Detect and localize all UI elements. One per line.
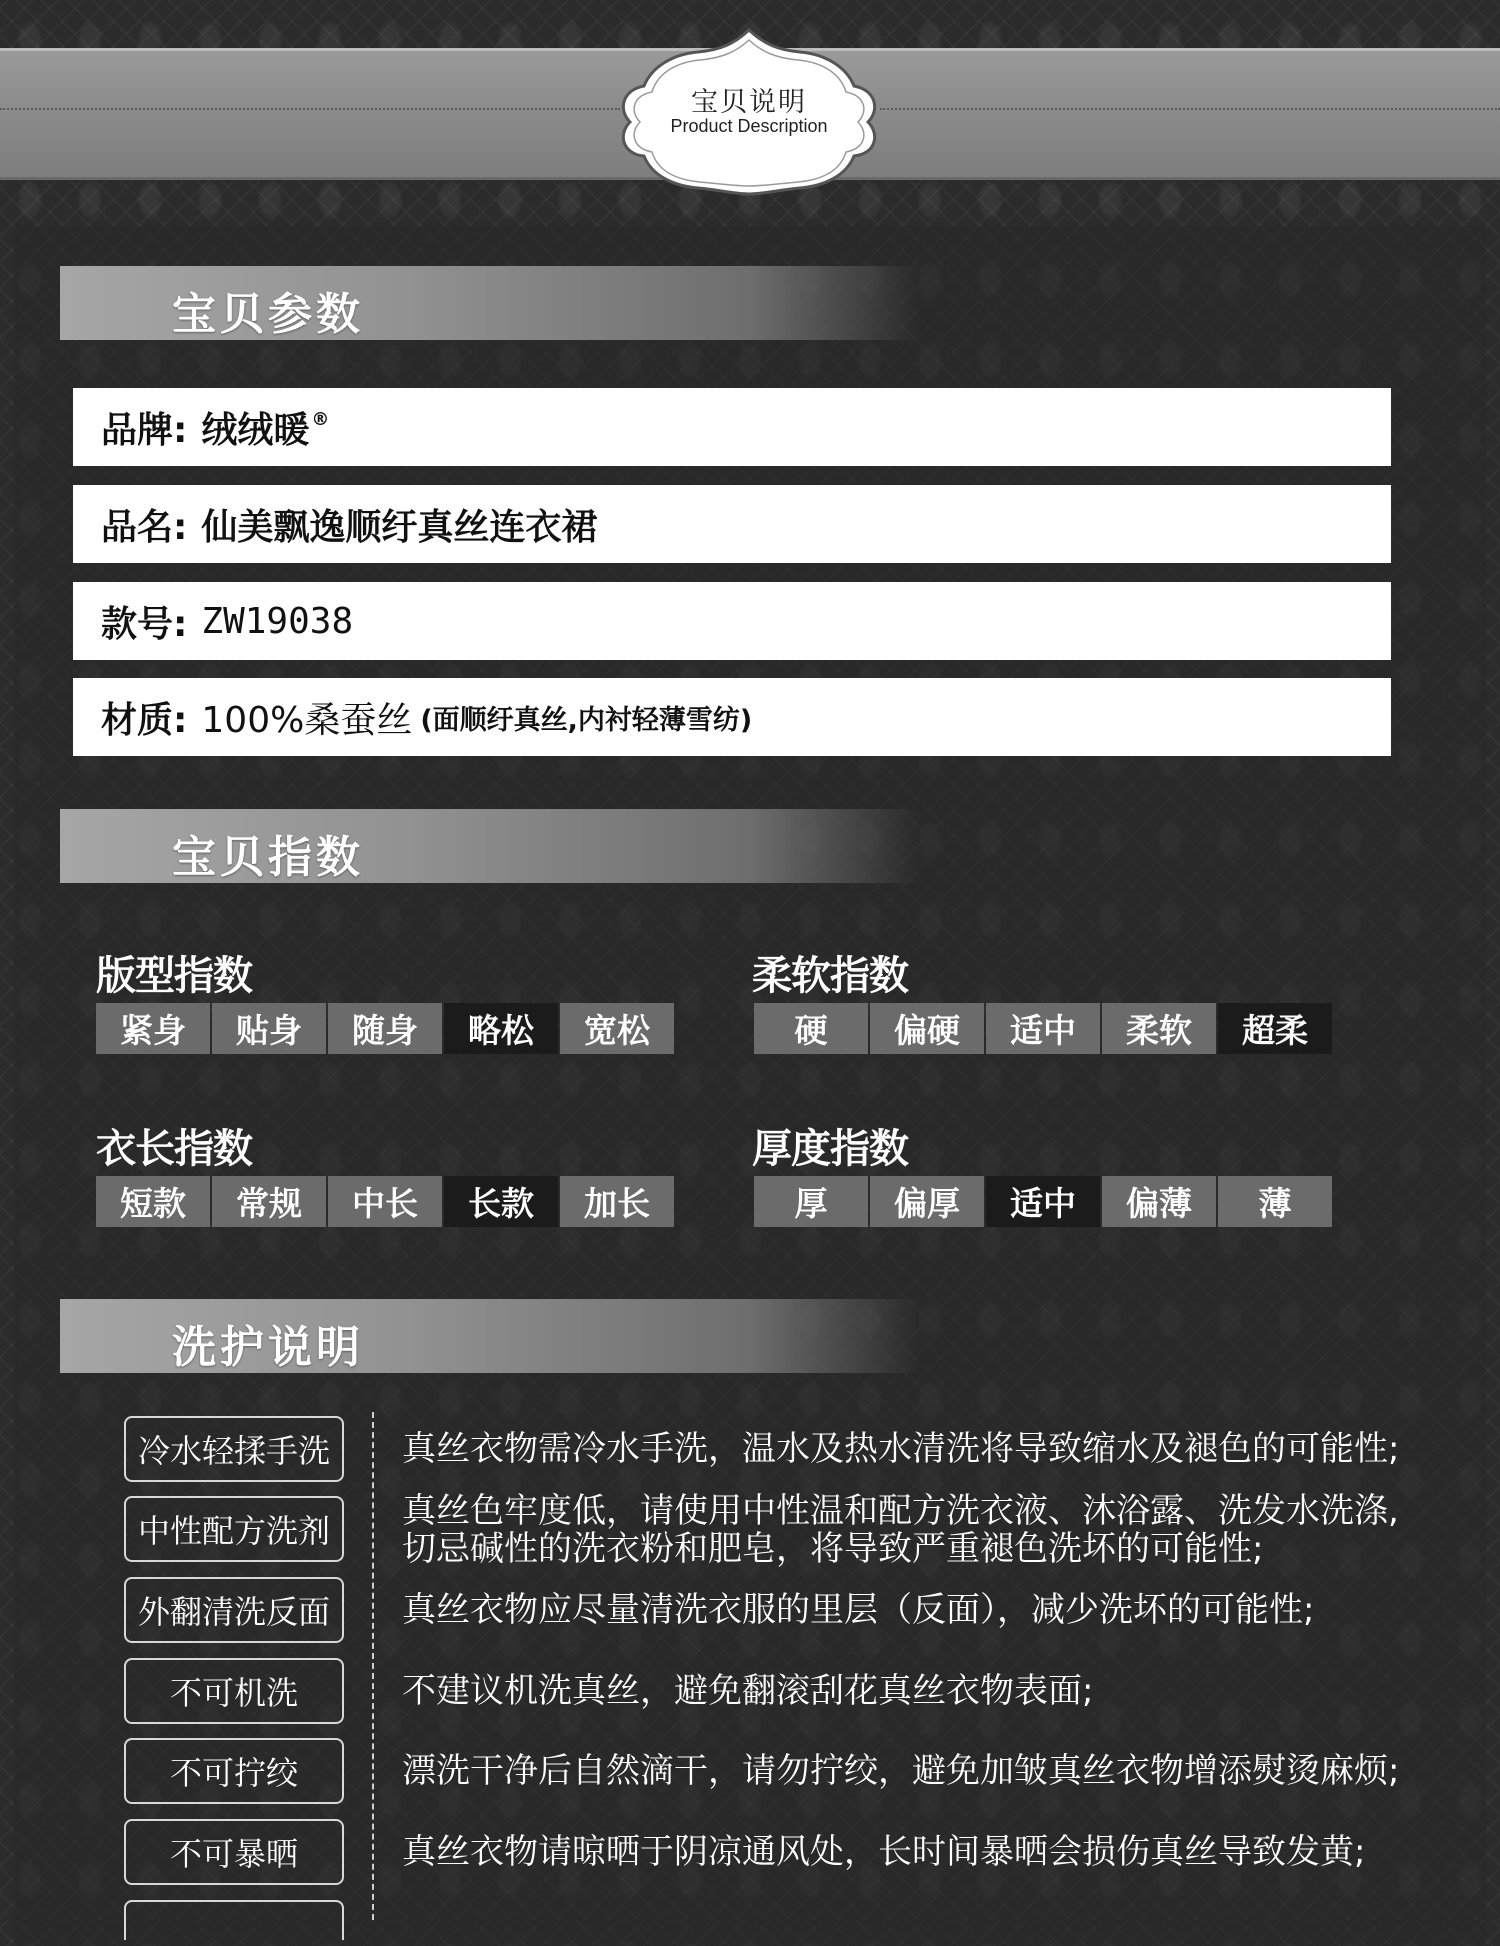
section-header-care bbox=[60, 1299, 920, 1373]
care-desc-no-sun: 真丝衣物请晾晒于阴凉通风处，长时间暴晒会损伤真丝导致发黄; bbox=[402, 1832, 1366, 1872]
index-option-thickness-5: 薄 bbox=[1218, 1176, 1332, 1227]
care-divider bbox=[372, 1412, 374, 1920]
index-option-softness-4: 柔软 bbox=[1102, 1003, 1216, 1054]
section-header-indices bbox=[60, 809, 920, 883]
index-option-fit-2: 贴身 bbox=[212, 1003, 326, 1054]
care-desc-no-wring: 漂洗干净后自然滴干，请勿拧绞，避免加皱真丝衣物增添熨烫麻烦; bbox=[402, 1751, 1400, 1791]
param-key-brand: 品牌: bbox=[101, 409, 188, 451]
care-tag-no-machine: 不可机洗 bbox=[124, 1658, 344, 1724]
section-header-params bbox=[60, 266, 920, 340]
index-title-fit: 版型指数 bbox=[96, 953, 252, 999]
param-value-brand: 绒绒暖 bbox=[201, 409, 310, 451]
index-option-fit-3: 随身 bbox=[328, 1003, 442, 1054]
param-key-name: 品名: bbox=[101, 506, 188, 548]
index-option-length-5: 加长 bbox=[560, 1176, 674, 1227]
care-tag-no-sun: 不可暴晒 bbox=[124, 1819, 344, 1885]
index-title-softness: 柔软指数 bbox=[752, 953, 908, 999]
care-desc-neutral-detergent-1: 真丝色牢度低，请使用中性温和配方洗衣液、沐浴露、洗发水洗涤, bbox=[402, 1491, 1399, 1531]
index-row-softness bbox=[754, 1003, 1334, 1054]
index-option-softness-5: 超柔 bbox=[1218, 1003, 1332, 1054]
index-row-fit bbox=[96, 1003, 676, 1054]
index-option-fit-5: 宽松 bbox=[560, 1003, 674, 1054]
ornament-line-left bbox=[0, 108, 620, 110]
index-option-softness-2: 偏硬 bbox=[870, 1003, 984, 1054]
index-option-length-2: 常规 bbox=[212, 1176, 326, 1227]
index-option-fit-4: 略松 bbox=[444, 1003, 558, 1054]
param-key-material: 材质: bbox=[101, 699, 188, 741]
param-row-brand bbox=[73, 388, 1391, 466]
ornament-line-right bbox=[880, 108, 1500, 110]
param-key-model: 款号: bbox=[101, 603, 188, 645]
care-desc-neutral-detergent-2: 切忌碱性的洗衣粉和肥皂，将导致严重褪色洗坏的可能性; bbox=[402, 1529, 1264, 1569]
care-tag-neutral-detergent: 中性配方洗剂 bbox=[124, 1496, 344, 1562]
index-option-thickness-4: 偏薄 bbox=[1102, 1176, 1216, 1227]
param-row-model bbox=[73, 582, 1391, 660]
banner-subtitle: Product Description bbox=[670, 116, 828, 136]
index-option-length-1: 短款 bbox=[96, 1176, 210, 1227]
index-option-softness-3: 适中 bbox=[986, 1003, 1100, 1054]
param-row-name bbox=[73, 485, 1391, 563]
index-option-length-3: 中长 bbox=[328, 1176, 442, 1227]
index-option-length-4: 长款 bbox=[444, 1176, 558, 1227]
care-desc-no-machine: 不建议机洗真丝，避免翻滚刮花真丝衣物表面; bbox=[402, 1671, 1094, 1711]
care-tag-inside-out: 外翻清洗反面 bbox=[124, 1577, 344, 1643]
index-title-length: 衣长指数 bbox=[96, 1126, 252, 1172]
param-value-model: ZW19038 bbox=[201, 600, 354, 642]
care-desc-cold-wash: 真丝衣物需冷水手洗，温水及热水清洗将导致缩水及褪色的可能性; bbox=[402, 1429, 1400, 1469]
care-desc-inside-out: 真丝衣物应尽量清洗衣服的里层（反面），减少洗坏的可能性; bbox=[402, 1590, 1315, 1630]
registered-mark: ® bbox=[311, 408, 330, 430]
banner-title: 宝贝说明 bbox=[691, 87, 807, 118]
index-title-thickness: 厚度指数 bbox=[752, 1126, 908, 1172]
section-title-indices: 宝贝指数 bbox=[172, 832, 364, 883]
care-tag-partial bbox=[124, 1900, 344, 1940]
section-title-params: 宝贝参数 bbox=[172, 289, 364, 340]
param-note-material: (面顺纡真丝,内衬轻薄雪纺) bbox=[420, 704, 753, 736]
index-option-thickness-1: 厚 bbox=[754, 1176, 868, 1227]
care-tag-no-wring: 不可拧绞 bbox=[124, 1738, 344, 1804]
param-value-name: 仙美飘逸顺纡真丝连衣裙 bbox=[201, 506, 598, 548]
index-row-length bbox=[96, 1176, 676, 1227]
index-option-thickness-2: 偏厚 bbox=[870, 1176, 984, 1227]
index-option-softness-1: 硬 bbox=[754, 1003, 868, 1054]
param-row-material bbox=[73, 678, 1391, 756]
care-tag-cold-wash: 冷水轻揉手洗 bbox=[124, 1416, 344, 1482]
title-badge bbox=[618, 26, 880, 196]
param-value-material: 100%桑蚕丝 bbox=[201, 699, 413, 741]
index-option-fit-1: 紧身 bbox=[96, 1003, 210, 1054]
index-row-thickness bbox=[754, 1176, 1334, 1227]
section-title-care: 洗护说明 bbox=[172, 1322, 364, 1373]
index-option-thickness-3: 适中 bbox=[986, 1176, 1100, 1227]
